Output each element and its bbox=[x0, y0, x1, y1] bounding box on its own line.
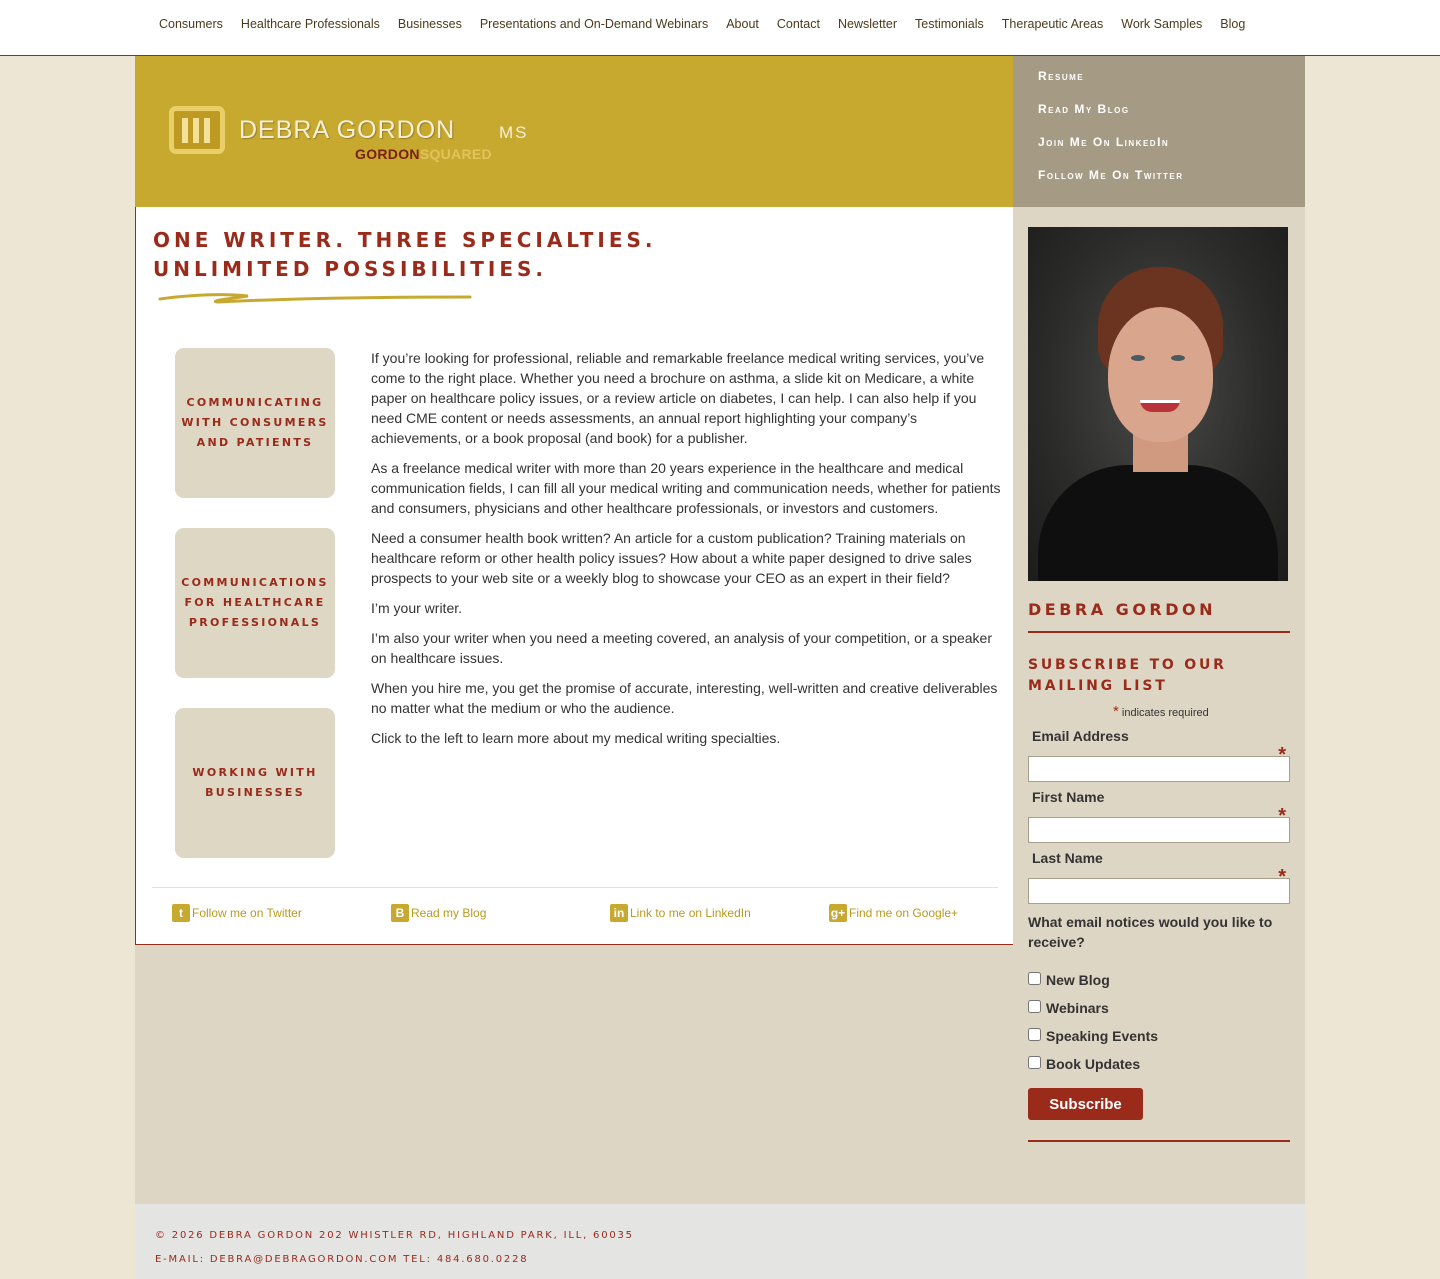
page-wrapper bbox=[135, 56, 1305, 1279]
nav-item-healthcare-professionals[interactable]: Healthcare Professionals bbox=[240, 17, 380, 31]
logo-sub-b: SQUARED bbox=[419, 146, 492, 162]
intro-paragraph: I’m your writer. bbox=[371, 600, 463, 616]
headline-line-2: UNLIMITED POSSIBILITIES. bbox=[153, 257, 548, 281]
subscribe-button[interactable]: Subscribe bbox=[1028, 1088, 1143, 1120]
last-name-field-wrap bbox=[1028, 866, 1290, 904]
sidebar-divider bbox=[1028, 1140, 1290, 1142]
option-label: Webinars bbox=[1046, 1000, 1109, 1016]
subscribe-title: SUBSCRIBE TO OUR MAILING LIST bbox=[1028, 657, 1227, 694]
intro-paragraph: Need a consumer health book written? An article for a custom publication? Training materials on healthcare reform or other health policy issues? How about a white paper designed to drive sales prospects to your web site or a weekly blog to showcase your CEO as an expert in their field? bbox=[371, 530, 972, 586]
option-book-updates[interactable] bbox=[1028, 1050, 1290, 1078]
headline-swoosh-decoration bbox=[158, 291, 474, 305]
social-link-label: Follow me on Twitter bbox=[192, 906, 302, 920]
top-navigation bbox=[0, 0, 1440, 56]
notices-question: What email notices would you like to receive? bbox=[1028, 914, 1273, 950]
logo-subtitle bbox=[355, 146, 492, 162]
first-name-field[interactable] bbox=[1028, 817, 1290, 843]
author-name: DEBRA GORDON bbox=[1028, 600, 1290, 633]
specialty-professionals-button[interactable] bbox=[175, 528, 335, 678]
first-name-label: First Name bbox=[1032, 789, 1105, 805]
social-link-twitter[interactable] bbox=[172, 904, 302, 922]
headline-line-1: ONE WRITER. THREE SPECIALTIES. bbox=[153, 228, 657, 252]
social-link-label: Find me on Google+ bbox=[849, 906, 959, 920]
last-name-label: Last Name bbox=[1032, 850, 1103, 866]
site-footer bbox=[135, 1204, 1305, 1279]
logo-name: DEBRA GORDON bbox=[239, 116, 456, 144]
social-link-label: Link to me on LinkedIn bbox=[630, 906, 751, 920]
option-book-updates-checkbox[interactable] bbox=[1028, 1056, 1041, 1069]
required-note-text: indicates required bbox=[1121, 707, 1209, 719]
logo-credential: MS bbox=[499, 123, 529, 142]
intro-paragraph: As a freelance medical writer with more than 20 years experience in the healthcare and medical communication fields, I can fill all your medical writing and communication needs, whether for patients and consumers, physicians and other healthcare professionals, or investors and customers. bbox=[371, 460, 1001, 516]
required-asterisk: * bbox=[1278, 866, 1286, 888]
nav-item-businesses[interactable]: Businesses bbox=[397, 17, 462, 31]
author-photo bbox=[1028, 227, 1288, 581]
nav-item-about[interactable]: About bbox=[726, 17, 759, 31]
side-menu bbox=[1013, 56, 1305, 207]
email-field-wrap bbox=[1028, 744, 1290, 782]
specialty-professionals-label: COMMUNICATIONS FOR HEALTHCARE PROFESSIONALS bbox=[181, 576, 329, 629]
logo-mark-icon bbox=[169, 106, 225, 154]
option-speaking-events-checkbox[interactable] bbox=[1028, 1028, 1041, 1041]
option-label: New Blog bbox=[1046, 972, 1110, 988]
intro-text bbox=[371, 348, 1001, 758]
nav-item-newsletter[interactable]: Newsletter bbox=[837, 17, 898, 31]
nav-item-therapeutic-areas[interactable]: Therapeutic Areas bbox=[1001, 17, 1104, 31]
first-name-field-wrap bbox=[1028, 805, 1290, 843]
option-speaking-events[interactable] bbox=[1028, 1022, 1290, 1050]
side-menu-read-blog[interactable]: Read My Blog bbox=[1038, 102, 1130, 116]
blogger-icon: B bbox=[391, 904, 409, 922]
footer-address: © 2026 DEBRA GORDON 202 WHISTLER RD, HIGHLAND PARK, ILL, 60035 bbox=[155, 1230, 634, 1241]
nav-item-contact[interactable]: Contact bbox=[776, 17, 820, 31]
option-webinars-checkbox[interactable] bbox=[1028, 1000, 1041, 1013]
site-logo[interactable] bbox=[169, 106, 549, 166]
nav-item-consumers[interactable]: Consumers bbox=[159, 17, 223, 31]
required-asterisk: * bbox=[1278, 805, 1286, 827]
required-asterisk: * bbox=[1278, 744, 1286, 766]
last-name-field[interactable] bbox=[1028, 878, 1290, 904]
social-divider bbox=[152, 887, 998, 888]
option-label: Speaking Events bbox=[1046, 1028, 1159, 1044]
specialty-businesses-button[interactable] bbox=[175, 708, 335, 858]
email-label: Email Address bbox=[1032, 728, 1129, 744]
social-link-label: Read my Blog bbox=[411, 906, 487, 920]
sidebar bbox=[1028, 227, 1290, 1142]
option-new-blog[interactable] bbox=[1028, 966, 1290, 994]
nav-item-presentations[interactable]: Presentations and On-Demand Webinars bbox=[479, 17, 709, 31]
specialty-businesses-label: WORKING WITH BUSINESSES bbox=[192, 766, 318, 799]
top-nav-list bbox=[150, 17, 1254, 31]
google-plus-icon: g+ bbox=[830, 906, 846, 920]
intro-paragraph: I’m also your writer when you need a meeting covered, an analysis of your competition, or a speaker on healthcare issues. bbox=[371, 630, 992, 666]
social-link-blog[interactable] bbox=[391, 904, 486, 922]
linkedin-icon: in bbox=[610, 904, 628, 922]
nav-item-testimonials[interactable]: Testimonials bbox=[915, 17, 984, 31]
page-headline bbox=[153, 226, 656, 284]
intro-paragraph: When you hire me, you get the promise of accurate, interesting, well-written and creative deliverables no matter what the medium or who the audience. bbox=[371, 680, 998, 716]
side-menu-twitter[interactable]: Follow Me On Twitter bbox=[1038, 168, 1184, 182]
nav-item-work-samples[interactable]: Work Samples bbox=[1121, 17, 1203, 31]
specialty-consumers-button[interactable] bbox=[175, 348, 335, 498]
notice-options bbox=[1028, 966, 1290, 1078]
nav-item-blog[interactable]: Blog bbox=[1220, 17, 1246, 31]
intro-paragraph: Click to the left to learn more about my medical writing specialties. bbox=[371, 730, 781, 746]
main-content bbox=[135, 207, 1013, 945]
specialty-consumers-label: COMMUNICATING WITH CONSUMERS AND PATIENTS bbox=[181, 396, 329, 449]
intro-paragraph: If you’re looking for professional, reliable and remarkable freelance medical writing services, you’ve come to the right place. Whether you need a brochure on asthma, a slide kit on Medicare, a white paper on healthcare policy issues, or a review article on diabetes, I can help. I can also help if you need CME content or needs assessments, an annual report highlighting your company’s achievements, or a book proposal (and book) for a publisher. bbox=[371, 350, 985, 446]
header-banner bbox=[135, 56, 1013, 207]
option-new-blog-checkbox[interactable] bbox=[1028, 972, 1041, 985]
logo-sub-a: GORDON bbox=[355, 146, 420, 162]
side-menu-linkedin[interactable]: Join Me On LinkedIn bbox=[1038, 135, 1170, 149]
social-link-linkedin[interactable] bbox=[610, 904, 751, 922]
footer-contact: E-MAIL: DEBRA@DEBRAGORDON.COM TEL: 484.680.0228 bbox=[155, 1254, 529, 1265]
option-label: Book Updates bbox=[1046, 1056, 1141, 1072]
required-note bbox=[1028, 703, 1290, 720]
social-link-google-plus[interactable] bbox=[829, 904, 958, 922]
required-asterisk: * bbox=[1113, 703, 1119, 720]
option-webinars[interactable] bbox=[1028, 994, 1290, 1022]
email-field[interactable] bbox=[1028, 756, 1290, 782]
side-menu-resume[interactable]: Resume bbox=[1038, 69, 1085, 83]
twitter-icon: t bbox=[172, 904, 190, 922]
